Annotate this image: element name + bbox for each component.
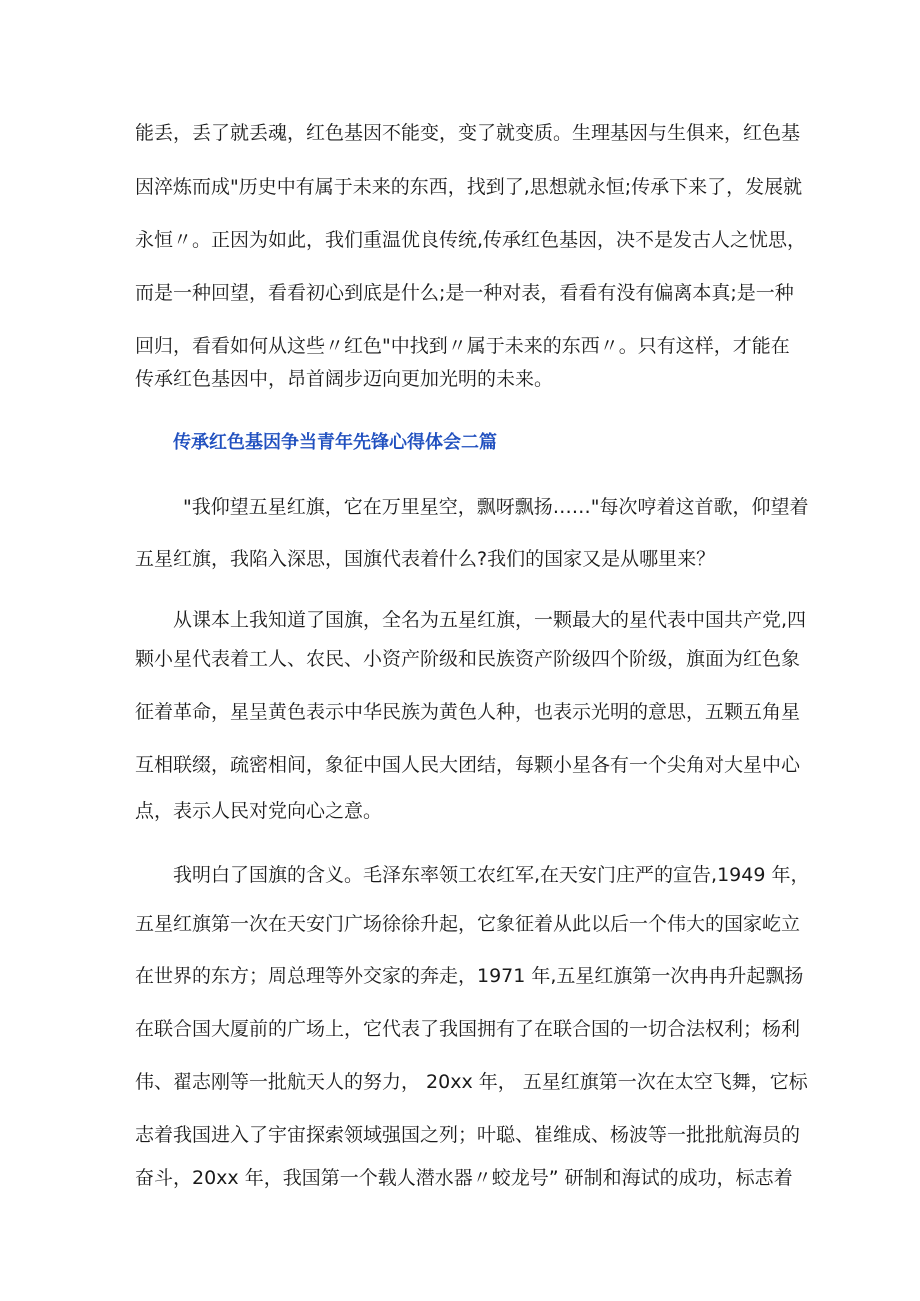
- text-line: 而是一种回望，看看初心到底是什么;是一种对表，看看有没有偏离本真;是一种: [135, 282, 794, 304]
- text-line: 永恒〃。正因为如此，我们重温优良传统,传承红色基因，决不是发古人之忧思，: [135, 229, 807, 251]
- text-line: 能丢，丢了就丢魂，红色基因不能变，变了就变质。生理基因与生俱来，红色基: [135, 122, 801, 144]
- text-line: 在联合国大厦前的广场上，它代表了我国拥有了在联合国的一切合法权利；杨利: [135, 1018, 801, 1040]
- text-line: 因淬炼而成"历史中有属于未来的东西，找到了,思想就永恒;传承下来了，发展就: [135, 176, 803, 198]
- text-line: 志着我国进入了宇宙探索领域强国之列；叶聪、崔维成、杨波等一批批航海员的: [135, 1124, 801, 1146]
- text-line: 奋斗，20xx 年，我国第一个载人潜水器〃蛟龙号” 研制和海试的成功，标志着: [135, 1167, 793, 1189]
- text-line: 五星红旗第一次在天安门广场徐徐升起，它象征着从此以后一个伟大的国家屹立: [135, 913, 801, 935]
- text-line: 回归，看看如何从这些〃红色"中找到〃属于未来的东西〃。只有这样，才能在: [135, 335, 790, 357]
- text-line: 点，表示人民对党向心之意。: [135, 800, 383, 822]
- text-line: 我明白了国旗的含义。毛泽东率领工农红军,在天安门庄严的宣告,1949 年，: [173, 864, 810, 886]
- text-line: 在世界的东方；周总理等外交家的奔走，1971 年,五星红旗第一次冉冉升起飘扬: [135, 965, 804, 987]
- text-line: "我仰望五星红旗，它在万里星空，飘呀飘扬……"每次哼着这首歌，仰望着: [183, 496, 809, 518]
- text-line: 伟、翟志刚等一批航天人的努力， 20xx 年， 五星红旗第一次在太空飞舞，它标: [135, 1071, 808, 1093]
- text-line: 互相联缀，疏密相间，象征中国人民大团结，每颗小星各有一个尖角对大星中心: [135, 754, 801, 776]
- text-line: 征着革命，星呈黄色表示中华民族为黄色人种，也表示光明的意思，五颗五角星: [135, 701, 801, 723]
- text-line: 传承红色基因中，昂首阔步迈向更加光明的未来。: [135, 368, 554, 390]
- text-line: 五星红旗，我陷入深思，国旗代表着什么?我们的国家又是从哪里来？: [135, 548, 716, 570]
- text-line: 颗小星代表着工人、农民、小资产阶级和民族资产阶级四个阶级，旗面为红色象: [135, 648, 801, 670]
- text-line: 从课本上我知道了国旗，全名为五星红旗，一颗最大的星代表中国共产党,四: [173, 609, 807, 631]
- section-heading: 传承红色基因争当青年先锋心得体会二篇: [173, 432, 497, 453]
